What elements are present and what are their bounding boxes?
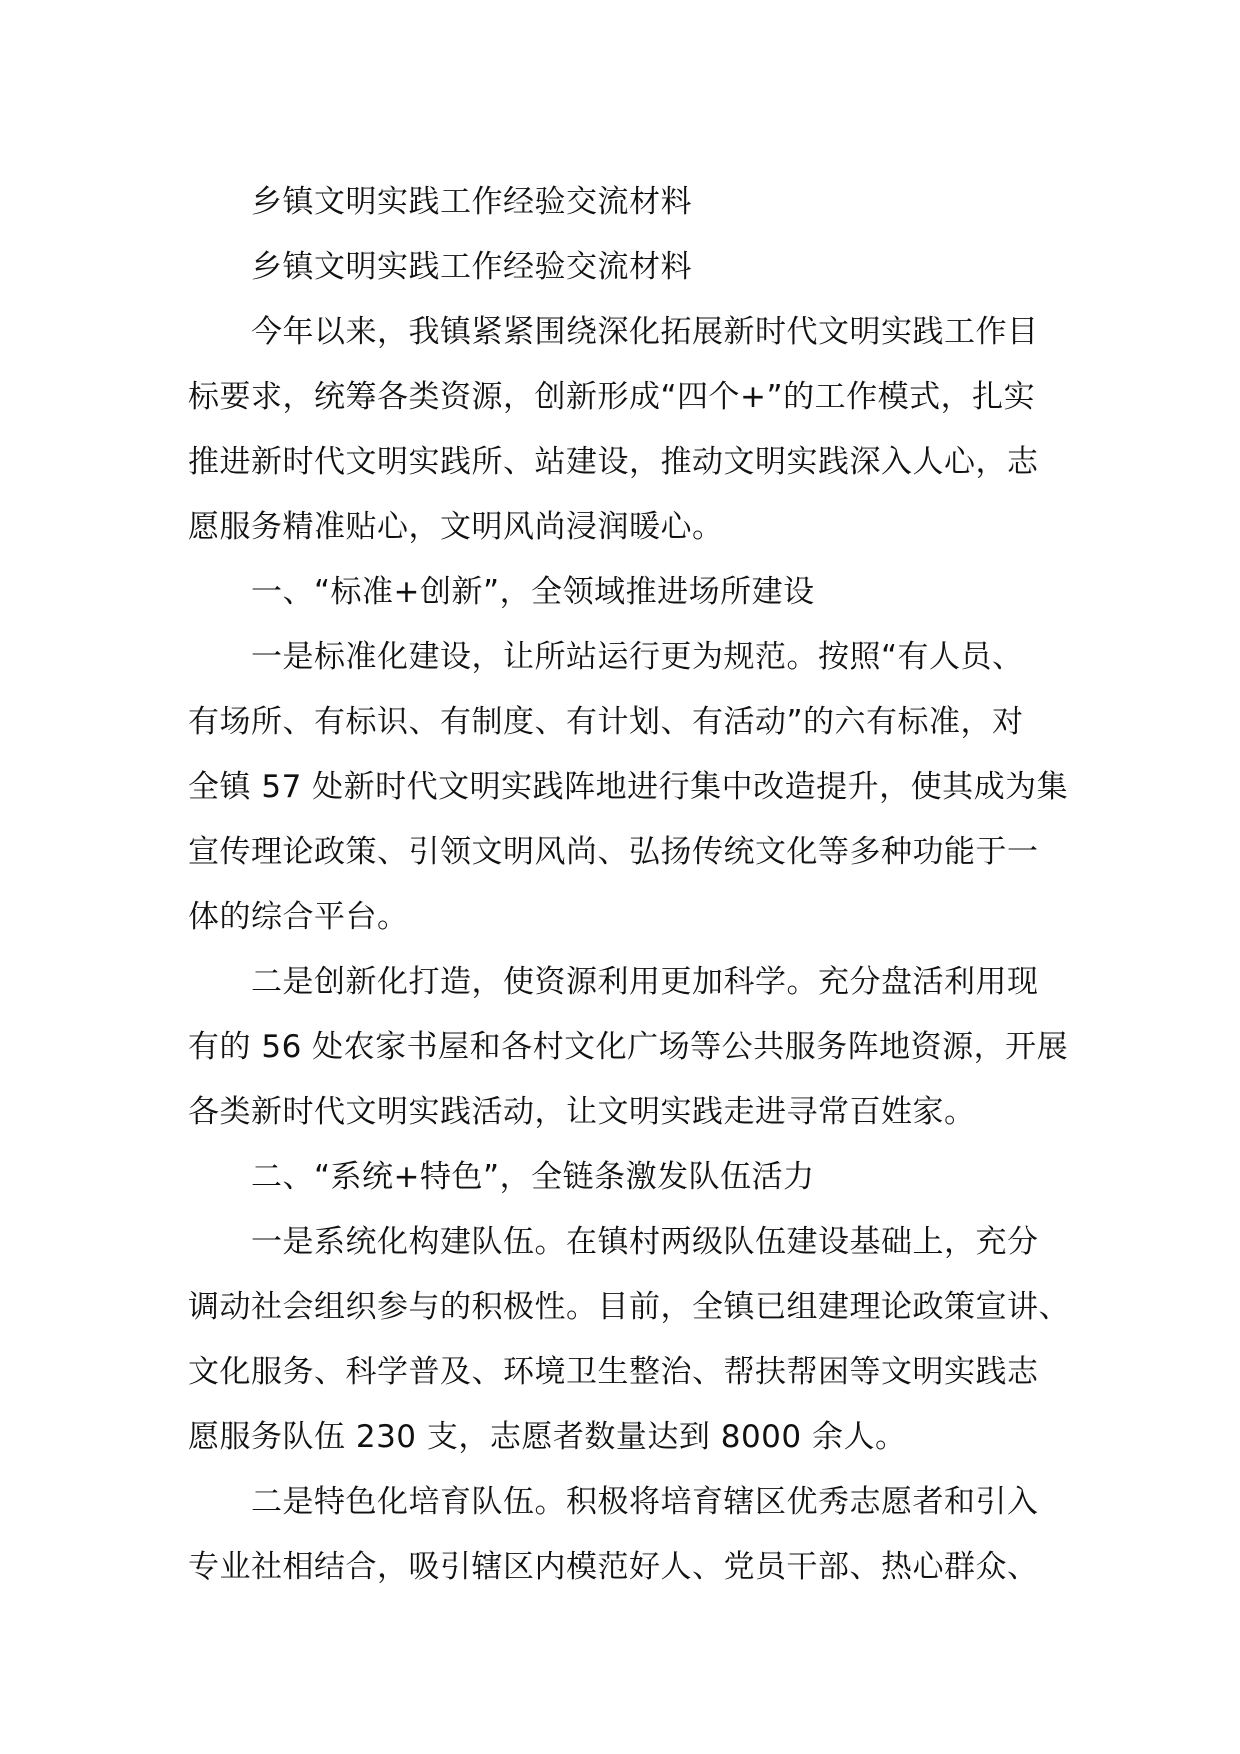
paragraph-line: 二是特色化培育队伍。积极将培育辖区优秀志愿者和引入 (251, 1484, 1039, 1520)
section-heading: 二、“系统+特色”，全链条激发队伍活力 (251, 1159, 815, 1195)
paragraph-line: 一是系统化构建队伍。在镇村两级队伍建设基础上，充分 (251, 1224, 1039, 1260)
section-heading: 一、“标准+创新”，全领域推进场所建设 (251, 574, 815, 610)
paragraph-line: 有的 56 处农家书屋和各村文化广场等公共服务阵地资源，开展 (188, 1029, 1069, 1065)
document-body (188, 170, 1068, 1600)
paragraph-line: 标要求，统筹各类资源，创新形成“四个+”的工作模式，扎实 (188, 379, 1036, 415)
paragraph-line: 愿服务队伍 230 支，志愿者数量达到 8000 余人。 (188, 1419, 907, 1455)
paragraph-line: 推进新时代文明实践所、站建设，推动文明实践深入人心，志 (188, 444, 1039, 480)
paragraph-line: 二是创新化打造，使资源利用更加科学。充分盘活利用现 (251, 964, 1039, 1000)
paragraph-line: 调动社会组织参与的积极性。目前，全镇已组建理论政策宣讲、 (188, 1289, 1070, 1325)
document-title: 乡镇文明实践工作经验交流材料 (251, 184, 692, 220)
document-subtitle: 乡镇文明实践工作经验交流材料 (251, 249, 692, 285)
paragraph-line: 各类新时代文明实践活动，让文明实践走进寻常百姓家。 (188, 1094, 976, 1130)
paragraph-line: 愿服务精准贴心，文明风尚浸润暖心。 (188, 509, 724, 545)
paragraph-line: 全镇 57 处新时代文明实践阵地进行集中改造提升，使其成为集 (188, 769, 1069, 805)
paragraph-line: 体的综合平台。 (188, 899, 409, 935)
paragraph-line: 一是标准化建设，让所站运行更为规范。按照“有人员、 (251, 639, 1024, 675)
paragraph-line: 专业社相结合，吸引辖区内模范好人、党员干部、热心群众、 (188, 1549, 1039, 1585)
paragraph-line: 宣传理论政策、引领文明风尚、弘扬传统文化等多种功能于一 (188, 834, 1039, 870)
paragraph-line: 文化服务、科学普及、环境卫生整治、帮扶帮困等文明实践志 (188, 1354, 1039, 1390)
paragraph-line: 今年以来，我镇紧紧围绕深化拓展新时代文明实践工作目 (251, 314, 1039, 350)
paragraph-line: 有场所、有标识、有制度、有计划、有活动”的六有标准，对 (188, 704, 1024, 740)
